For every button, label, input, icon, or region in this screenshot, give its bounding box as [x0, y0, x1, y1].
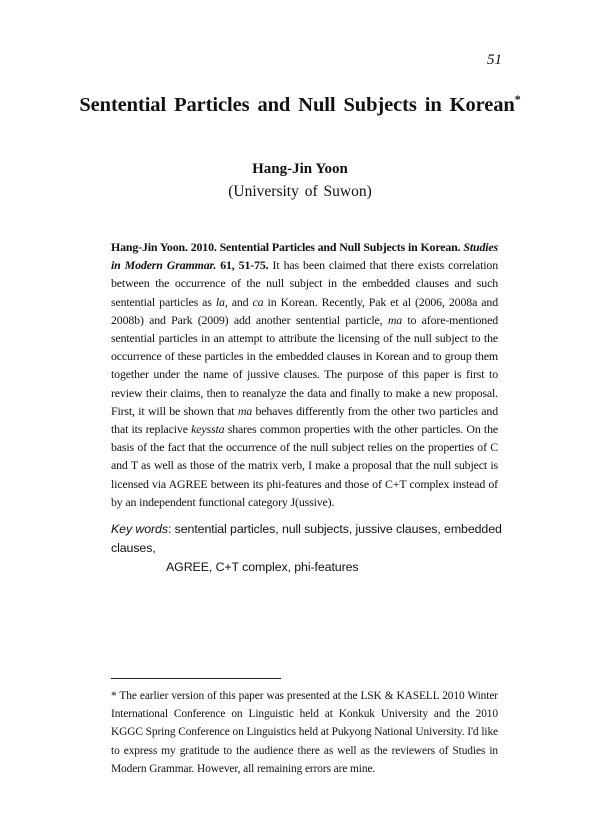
abstract [111, 238, 498, 511]
abstract-text-segment: in Korean. Recently, Pak et al (2006, 2008a and 2008b) and Park (2009) add another sentential particle, [111, 294, 498, 327]
footnote-divider [111, 678, 281, 679]
keywords-line-2: AGREE, C+T complex, phi-features [166, 560, 359, 574]
abstract-text-segment: shares common properties with the other particles. On the basis of the fact that the occurrence of the null subject relies on the properties of C and T as well as those of the matrix verb, I make a proposal that the null subject is licensed via AGREE between its phi-features and those of C+T complex instead of by an independent functional category J(ussive). [111, 422, 498, 509]
abstract-journal: Studies in Modern Grammar. [111, 240, 498, 273]
page-number: 51 [487, 52, 502, 68]
author-affiliation: (University of Suwon) [228, 183, 372, 200]
keywords-label: Key words [111, 522, 168, 536]
abstract-text-segment: It has been claimed that there exists correlation between the occurrence of the null subject in the embedded clauses and such sentential particles as [111, 258, 498, 309]
footnote: * The earlier version of this paper was presented at the LSK & KASELL 2010 Winter International Conference on Linguistic held at Konkuk University and the 2010 KGGC Spring Conference on Linguistics held at Pukyong National University. I'd like to express my gratitude to the audience there as well as the reviewers of Studies in Modern Grammar. However, all remaining errors are mine. [111, 690, 498, 775]
keywords-colon: : [167, 522, 172, 536]
abstract-italic-term: ma [387, 312, 403, 327]
paper-title [0, 92, 600, 117]
keywords [111, 520, 511, 577]
abstract-citation: Hang-Jin Yoon. 2010. Sentential Particles and Null Subjects in Korean. [111, 240, 461, 254]
title-footnote-marker: * [514, 92, 521, 106]
abstract-volume-pages: 61, 51-75. [220, 258, 269, 273]
paper-title-text: Sentential Particles and Null Subjects in Korean [79, 93, 515, 116]
abstract-text-segment: to afore-mentioned sentential particles in an attempt to attribute the licensing of the null subject to the occurrence of these particles in the embedded clauses in Korean and to group them together under the name of jussive clauses. The purpose of this paper is first to review their claims, then to reanalyze the data and finally to make a new proposal. First, it will be shown that [111, 312, 498, 418]
author-name: Hang-Jin Yoon [252, 161, 348, 177]
abstract-italic-term: keyssta [191, 422, 225, 437]
abstract-text-segment: , and [224, 294, 253, 309]
abstract-text-segment: behaves differently from the other two particles and that its replacive [111, 403, 498, 437]
keywords-line-1: sentential particles, null subjects, jussive clauses, embedded clauses, [111, 522, 502, 555]
abstract-body [111, 258, 498, 509]
abstract-italic-term: ma [237, 403, 253, 418]
abstract-italic-term: ca [252, 294, 264, 309]
abstract-italic-term: la [215, 294, 225, 309]
